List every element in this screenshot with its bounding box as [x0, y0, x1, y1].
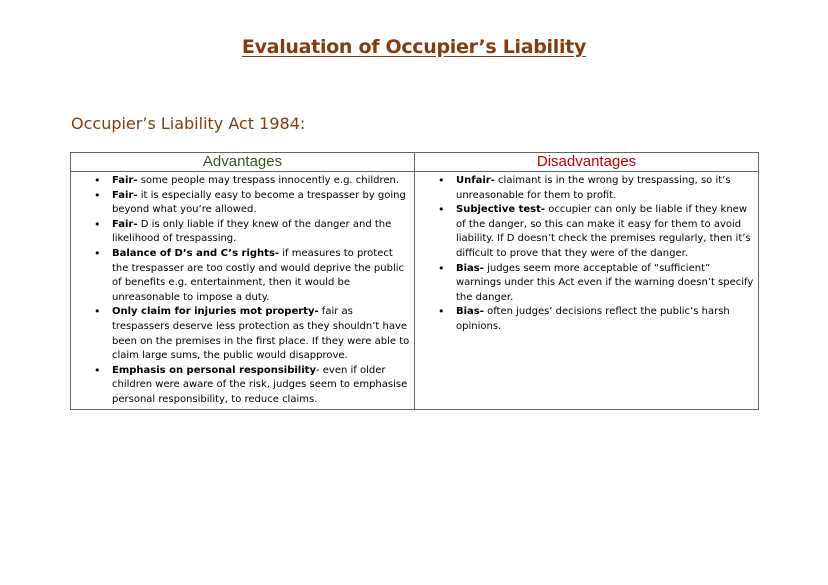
list-item: • Fair- D is only liable if they knew of the danger and the likelihood of trespassing. — [112, 218, 410, 247]
disadvantages-cell — [415, 172, 759, 410]
list-item: • Balance of D’s and C’s rights- if measures to protect the trespasser are too costly and would deprive the public of benefits e.g. entertainment, then it would be unreasonable to impose a duty. — [112, 247, 410, 305]
list-item: • Fair- it is especially easy to become a trespasser by going beyond what you’re allowed. — [112, 189, 410, 218]
list-item: • Bias- often judges’ decisions reflect the public’s harsh opinions. — [456, 305, 754, 334]
disadvantages-header: Disadvantages — [415, 153, 759, 172]
section-subtitle: Occupier’s Liability Act 1984: — [71, 114, 306, 133]
list-item: • Subjective test- occupier can only be liable if they knew of the danger, so this can make it easy for them to avoid liability. If D doesn’t check the premises regularly, then it’s difficult to prove that they were of the danger. — [456, 203, 754, 261]
evaluation-table — [70, 152, 759, 410]
advantages-header: Advantages — [71, 153, 415, 172]
advantages-list — [75, 174, 410, 408]
list-item: • Emphasis on personal responsibility- even if older children were aware of the risk, judges seem to emphasise personal responsibility, to reduce claims. — [112, 364, 410, 408]
list-item: • Unfair- claimant is in the wrong by trespassing, so it’s unreasonable for them to profit. — [456, 174, 754, 203]
list-item: • Fair- some people may trespass innocently e.g. children. — [112, 174, 410, 189]
document-title: Evaluation of Occupier’s Liability — [241, 36, 587, 58]
advantages-cell — [71, 172, 415, 410]
list-item: • Bias- judges seem more acceptable of “sufficient” warnings under this Act even if the warning doesn’t specify the danger. — [456, 262, 754, 306]
disadvantages-list — [419, 174, 754, 335]
list-item: • Only claim for injuries mot property- fair as trespassers deserve less protection as they shouldn’t have been on the premises in the first place. If they were able to claim large sums, the public would disapprove. — [112, 305, 410, 363]
